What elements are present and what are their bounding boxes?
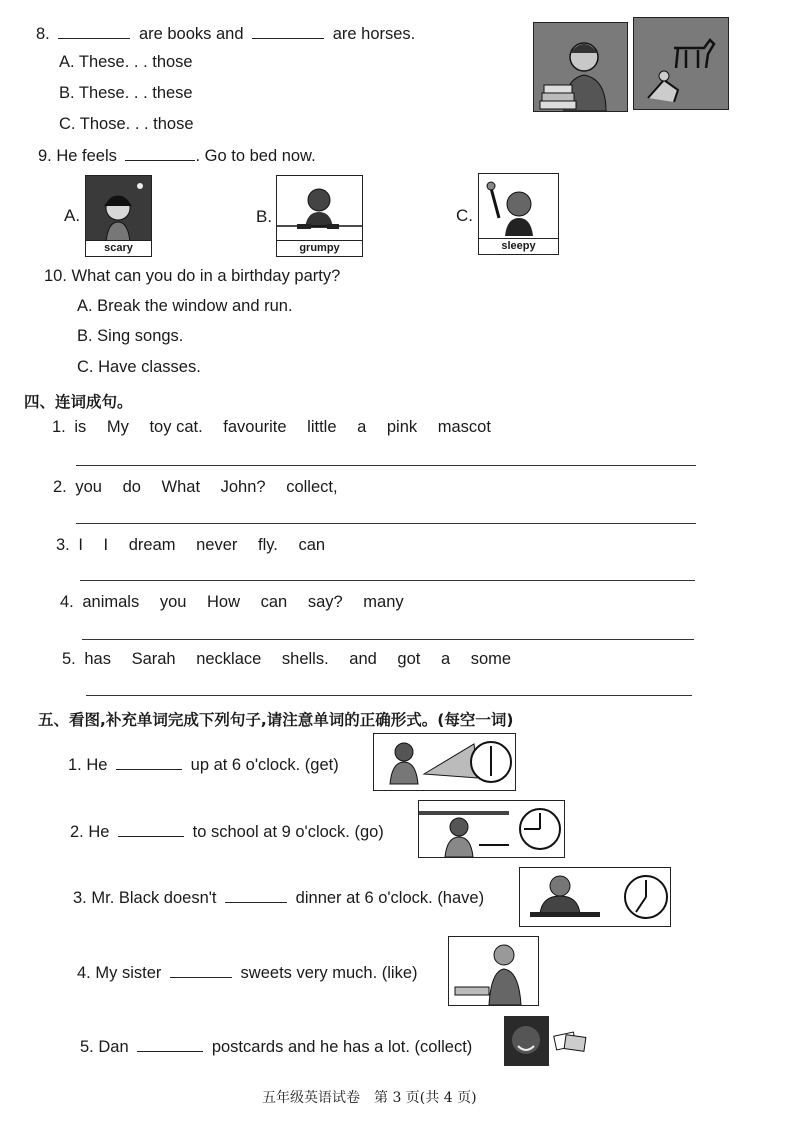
s4-word: pink	[386, 418, 418, 436]
q8-option-a[interactable]: A. These. . . those	[59, 53, 193, 71]
s4-answer-line-1[interactable]	[76, 465, 696, 466]
q8-picture-books	[533, 22, 628, 112]
q8-stem	[36, 24, 415, 44]
s4-item-5-num: 5.	[62, 650, 76, 668]
s5-item-4-before: My sister	[95, 964, 162, 982]
q8-option-b[interactable]: B. These. . . these	[59, 84, 193, 102]
s4-item-3-num: 3.	[56, 536, 70, 554]
s4-word: mascot	[437, 418, 491, 436]
s5-item-1-after: up at 6 o'clock. (get)	[190, 756, 339, 774]
s4-item-1-num: 1.	[52, 418, 66, 436]
s4-word: many	[363, 593, 404, 611]
s5-item-4-blank[interactable]	[170, 963, 232, 978]
s4-word: can	[260, 593, 288, 611]
s4-word: collect,	[286, 478, 338, 496]
s4-word: John?	[220, 478, 266, 496]
s5-item-3	[73, 888, 484, 908]
s4-word: toy cat.	[149, 418, 203, 436]
s4-word: some	[470, 650, 512, 668]
section-5-heading: 五、看图,补充单词完成下列句子,请注意单词的正确形式。(每空一词)	[38, 711, 514, 729]
q9-caption-sleepy: sleepy	[479, 238, 558, 254]
s4-word: animals	[82, 593, 140, 611]
s4-item-3	[56, 536, 341, 555]
s4-word: never	[196, 536, 238, 554]
q10-option-b[interactable]: B. Sing songs.	[77, 327, 184, 345]
s4-item-2	[53, 478, 354, 497]
s5-item-2	[70, 822, 384, 842]
s5-item-5-blank[interactable]	[137, 1037, 203, 1052]
s5-item-5-picture-dan	[504, 1016, 549, 1066]
s5-item-4-after: sweets very much. (like)	[240, 964, 418, 982]
s4-word: dream	[128, 536, 176, 554]
s4-word: a	[440, 650, 451, 668]
q8-blank-1[interactable]	[58, 24, 130, 39]
q9-option-b-picture[interactable]	[276, 175, 363, 257]
s5-item-3-before: Mr. Black doesn't	[91, 889, 217, 907]
section-4-heading: 四、连词成句。	[24, 393, 133, 411]
s4-answer-line-3[interactable]	[80, 580, 695, 581]
s4-item-2-num: 2.	[53, 478, 67, 496]
s4-word: My	[106, 418, 129, 436]
s5-item-4-num: 4.	[77, 964, 91, 982]
s4-answer-line-4[interactable]	[82, 639, 694, 640]
s4-item-1	[52, 418, 507, 437]
s4-word: I	[78, 536, 83, 554]
s4-word: What	[161, 478, 201, 496]
q8-picture-horses	[633, 17, 729, 110]
q9-caption-scary: scary	[86, 240, 151, 256]
s5-item-2-picture-clock	[418, 800, 565, 858]
s4-word: fly.	[257, 536, 278, 554]
q9-option-c-letter[interactable]: C.	[456, 206, 473, 225]
s4-word: you	[159, 593, 187, 611]
s4-item-4-num: 4.	[60, 593, 74, 611]
s5-item-2-num: 2.	[70, 823, 84, 841]
postcards-icon	[553, 1028, 587, 1054]
s4-word: shells.	[281, 650, 329, 668]
s4-word: necklace	[196, 650, 262, 668]
s4-word: and	[349, 650, 377, 668]
s4-word: favourite	[223, 418, 287, 436]
s5-item-3-num: 3.	[73, 889, 87, 907]
q9-blank[interactable]	[125, 146, 195, 161]
q9-option-a-picture[interactable]	[85, 175, 152, 257]
s4-word: has	[84, 650, 111, 668]
s4-word: you	[75, 478, 102, 496]
q9-stem	[38, 146, 316, 166]
s4-word: I	[103, 536, 109, 554]
s4-word: is	[74, 418, 87, 436]
s5-item-3-picture-clock	[519, 867, 671, 927]
s5-item-1-blank[interactable]	[116, 755, 182, 770]
s4-item-5	[62, 650, 527, 669]
q10-option-a[interactable]: A. Break the window and run.	[77, 297, 293, 315]
s5-item-3-after: dinner at 6 o'clock. (have)	[295, 889, 485, 907]
s4-item-4	[60, 593, 420, 612]
s5-item-4	[77, 963, 418, 983]
s4-word: little	[307, 418, 337, 436]
s4-answer-line-5[interactable]	[86, 695, 692, 696]
s5-item-4-picture-sister	[448, 936, 539, 1006]
s5-item-5-num: 5.	[80, 1038, 94, 1056]
s5-item-5-after: postcards and he has a lot. (collect)	[211, 1038, 473, 1056]
q9-text-1: He feels	[56, 147, 117, 165]
s5-item-5-before: Dan	[98, 1038, 129, 1056]
q9-text-2: . Go to bed now.	[195, 147, 316, 165]
q8-blank-2[interactable]	[252, 24, 324, 39]
s4-word: How	[207, 593, 241, 611]
s4-answer-line-2[interactable]	[76, 523, 696, 524]
q9-option-c-picture[interactable]	[478, 173, 559, 255]
s5-item-2-after: to school at 9 o'clock. (go)	[192, 823, 384, 841]
s4-word: do	[122, 478, 141, 496]
q8-option-c[interactable]: C. Those. . . those	[59, 115, 194, 133]
q9-number: 9.	[38, 147, 52, 165]
s5-item-1	[68, 755, 339, 775]
page-footer: 五年级英语试卷 第 3 页(共 4 页)	[262, 1090, 477, 1106]
s5-item-1-picture-clock	[373, 733, 516, 791]
s5-item-5	[80, 1037, 472, 1057]
s5-item-2-blank[interactable]	[118, 822, 184, 837]
s4-word: got	[397, 650, 421, 668]
q10-option-c[interactable]: C. Have classes.	[77, 358, 201, 376]
s4-word: a	[357, 418, 367, 436]
q8-text-1: are books and	[138, 25, 244, 43]
q9-option-a-letter[interactable]: A.	[64, 206, 81, 225]
q9-caption-grumpy: grumpy	[277, 240, 362, 256]
s5-item-2-before: He	[88, 823, 110, 841]
q9-option-b-letter[interactable]: B.	[256, 207, 273, 226]
q10-question: 10. What can you do in a birthday party?	[44, 267, 341, 285]
s4-word: can	[298, 536, 326, 554]
s5-item-1-num: 1.	[68, 756, 82, 774]
s4-word: Sarah	[131, 650, 176, 668]
q8-text-2: are horses.	[332, 25, 416, 43]
q8-number: 8.	[36, 25, 50, 43]
s4-word: say?	[307, 593, 343, 611]
s5-item-1-before: He	[86, 756, 108, 774]
s5-item-3-blank[interactable]	[225, 888, 287, 903]
